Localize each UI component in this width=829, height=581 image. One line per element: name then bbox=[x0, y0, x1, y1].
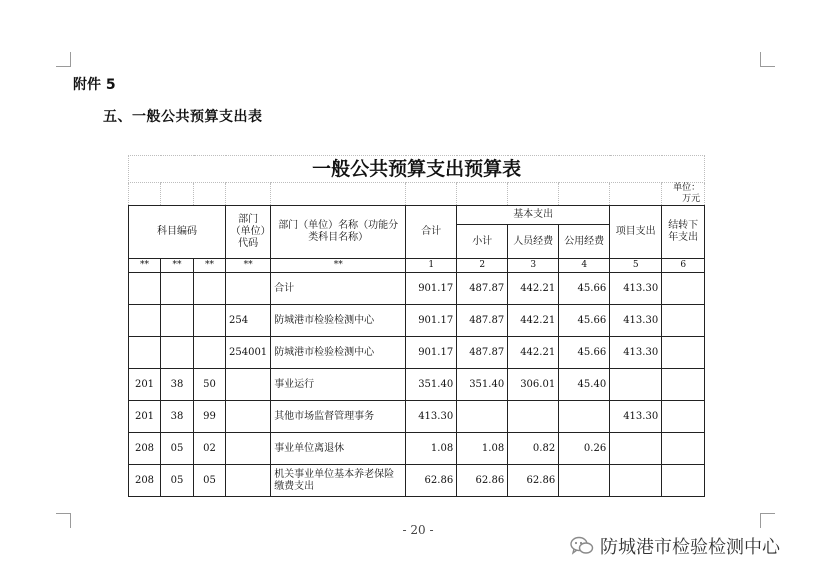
cell-subtotal: 487.87 bbox=[457, 273, 508, 305]
table-row bbox=[129, 305, 705, 337]
cell-class: 208 bbox=[129, 465, 161, 497]
cell-name: 防城港市检验检测中心 bbox=[271, 337, 406, 369]
cell-personnel: 442.21 bbox=[508, 273, 559, 305]
index-cell: ** bbox=[161, 259, 194, 273]
index-cell: 5 bbox=[610, 259, 662, 273]
cell-personnel: 442.21 bbox=[508, 305, 559, 337]
cell-dept-code bbox=[226, 465, 271, 497]
header-total: 合计 bbox=[406, 206, 457, 259]
cell-class bbox=[129, 273, 161, 305]
cell-subtotal bbox=[457, 401, 508, 433]
cell-section: 38 bbox=[161, 401, 194, 433]
cell-project bbox=[610, 433, 662, 465]
cell-name: 其他市场监督管理事务 bbox=[271, 401, 406, 433]
header-dept-name: 部门（单位）名称（功能分类科目名称） bbox=[271, 206, 406, 259]
cell-total: 901.17 bbox=[406, 337, 457, 369]
cell-dept-code bbox=[226, 369, 271, 401]
cell-class bbox=[129, 337, 161, 369]
page-number: - 20 - bbox=[402, 523, 434, 537]
cell-total: 413.30 bbox=[406, 401, 457, 433]
crop-mark-bottom-left bbox=[56, 513, 71, 528]
cell-section: 38 bbox=[161, 369, 194, 401]
cell-public bbox=[559, 401, 610, 433]
cell-carryover bbox=[662, 369, 705, 401]
table-row bbox=[129, 465, 705, 497]
cell-carryover bbox=[662, 401, 705, 433]
table-row bbox=[129, 337, 705, 369]
cell-public: 45.66 bbox=[559, 305, 610, 337]
header-subject-code: 科目编码 bbox=[129, 206, 226, 259]
index-cell: 6 bbox=[662, 259, 705, 273]
cell-dept-code: 254 bbox=[226, 305, 271, 337]
cell-total: 901.17 bbox=[406, 305, 457, 337]
cell-item bbox=[194, 337, 226, 369]
cell-name: 合计 bbox=[271, 273, 406, 305]
cell-public: 45.40 bbox=[559, 369, 610, 401]
crop-mark-top-left bbox=[56, 52, 71, 67]
unit-label: 单位：万元 bbox=[662, 183, 705, 206]
cell-personnel: 62.86 bbox=[508, 465, 559, 497]
cell-item bbox=[194, 305, 226, 337]
cell-carryover bbox=[662, 305, 705, 337]
cell-project: 413.30 bbox=[610, 401, 662, 433]
cell-project: 413.30 bbox=[610, 305, 662, 337]
crop-mark-bottom-right bbox=[760, 513, 775, 528]
cell-public: 0.26 bbox=[559, 433, 610, 465]
cell-carryover bbox=[662, 337, 705, 369]
cell-subtotal: 62.86 bbox=[457, 465, 508, 497]
cell-section bbox=[161, 273, 194, 305]
index-cell: ** bbox=[129, 259, 161, 273]
cell-total: 901.17 bbox=[406, 273, 457, 305]
index-cell: 2 bbox=[457, 259, 508, 273]
table-title: 一般公共预算支出预算表 bbox=[129, 156, 705, 183]
cell-total: 351.40 bbox=[406, 369, 457, 401]
cell-class: 201 bbox=[129, 369, 161, 401]
cell-class: 201 bbox=[129, 401, 161, 433]
index-cell: 3 bbox=[508, 259, 559, 273]
header-carryover: 结转下年支出 bbox=[662, 206, 705, 259]
index-cell: ** bbox=[226, 259, 271, 273]
cell-personnel: 442.21 bbox=[508, 337, 559, 369]
index-cell: 1 bbox=[406, 259, 457, 273]
cell-subtotal: 1.08 bbox=[457, 433, 508, 465]
cell-personnel bbox=[508, 401, 559, 433]
crop-mark-top-right bbox=[760, 52, 775, 67]
cell-subtotal: 487.87 bbox=[457, 337, 508, 369]
annex-label: 附件 5 bbox=[73, 77, 116, 93]
cell-project: 413.30 bbox=[610, 273, 662, 305]
watermark bbox=[570, 534, 780, 558]
header-subtotal: 小计 bbox=[457, 225, 508, 259]
cell-public bbox=[559, 465, 610, 497]
header-public: 公用经费 bbox=[559, 225, 610, 259]
cell-section: 05 bbox=[161, 433, 194, 465]
cell-personnel: 306.01 bbox=[508, 369, 559, 401]
index-row bbox=[129, 259, 705, 273]
cell-name: 防城港市检验检测中心 bbox=[271, 305, 406, 337]
header-personnel: 人员经费 bbox=[508, 225, 559, 259]
cell-personnel: 0.82 bbox=[508, 433, 559, 465]
header-project: 项目支出 bbox=[610, 206, 662, 259]
cell-project: 413.30 bbox=[610, 337, 662, 369]
cell-carryover bbox=[662, 465, 705, 497]
cell-public: 45.66 bbox=[559, 337, 610, 369]
cell-project bbox=[610, 369, 662, 401]
index-cell: ** bbox=[271, 259, 406, 273]
cell-class: 208 bbox=[129, 433, 161, 465]
cell-item: 50 bbox=[194, 369, 226, 401]
table-row bbox=[129, 401, 705, 433]
cell-section: 05 bbox=[161, 465, 194, 497]
cell-section bbox=[161, 305, 194, 337]
table-row bbox=[129, 433, 705, 465]
cell-item bbox=[194, 273, 226, 305]
index-cell: 4 bbox=[559, 259, 610, 273]
cell-dept-code bbox=[226, 273, 271, 305]
index-cell: ** bbox=[194, 259, 226, 273]
cell-subtotal: 351.40 bbox=[457, 369, 508, 401]
cell-class bbox=[129, 305, 161, 337]
cell-name: 事业单位离退休 bbox=[271, 433, 406, 465]
cell-item: 05 bbox=[194, 465, 226, 497]
cell-dept-code bbox=[226, 433, 271, 465]
header-basic-expenditure: 基本支出 bbox=[457, 206, 610, 225]
cell-item: 02 bbox=[194, 433, 226, 465]
table-row bbox=[129, 369, 705, 401]
cell-subtotal: 487.87 bbox=[457, 305, 508, 337]
cell-public: 45.66 bbox=[559, 273, 610, 305]
cell-item: 99 bbox=[194, 401, 226, 433]
cell-carryover bbox=[662, 433, 705, 465]
cell-section bbox=[161, 337, 194, 369]
cell-name: 机关事业单位基本养老保险缴费支出 bbox=[271, 465, 406, 497]
watermark-text: 防城港市检验检测中心 bbox=[600, 537, 780, 558]
cell-project bbox=[610, 465, 662, 497]
wechat-icon bbox=[570, 536, 594, 556]
budget-table bbox=[128, 155, 705, 497]
cell-dept-code bbox=[226, 401, 271, 433]
table-row bbox=[129, 273, 705, 305]
cell-dept-code: 254001 bbox=[226, 337, 271, 369]
section-title: 五、一般公共预算支出表 bbox=[103, 109, 263, 125]
cell-carryover bbox=[662, 273, 705, 305]
cell-total: 62.86 bbox=[406, 465, 457, 497]
header-dept-code: 部门（单位）代码 bbox=[226, 206, 271, 259]
cell-total: 1.08 bbox=[406, 433, 457, 465]
cell-name: 事业运行 bbox=[271, 369, 406, 401]
